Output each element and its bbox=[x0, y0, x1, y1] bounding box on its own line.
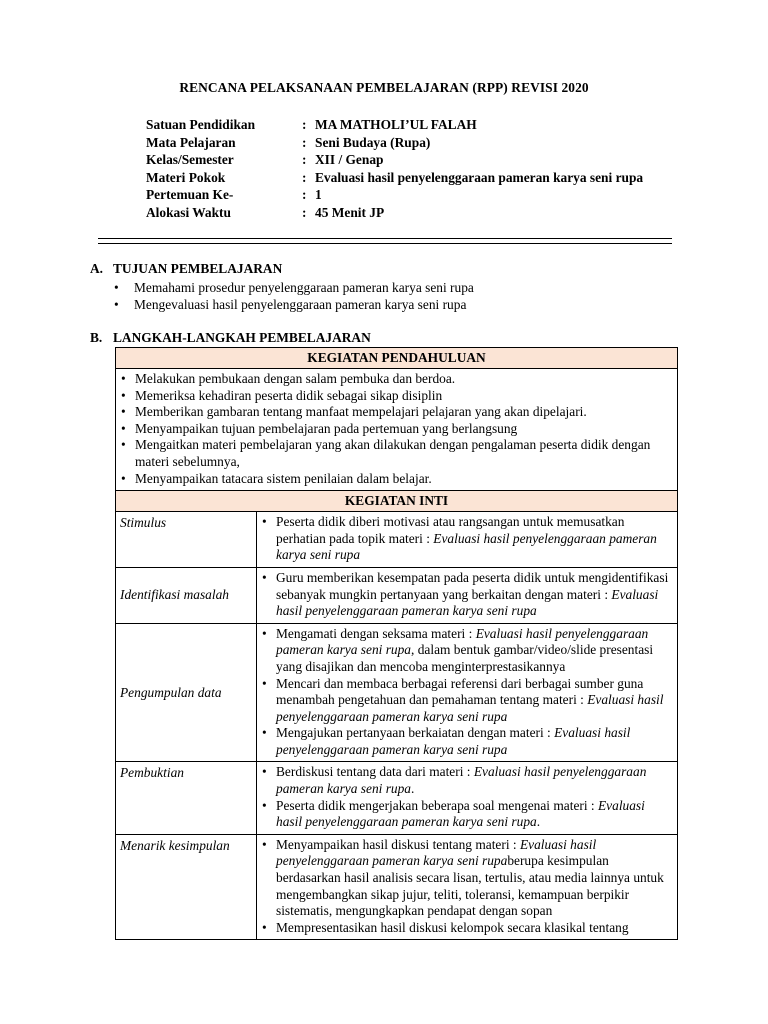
info-row-materi bbox=[146, 169, 666, 187]
list-item: • Melakukan pembukaan dengan salam pembuka dan berdoa. bbox=[120, 371, 673, 388]
list-item bbox=[261, 920, 673, 937]
info-label: Kelas/Semester bbox=[146, 152, 234, 167]
stage-list bbox=[257, 512, 677, 567]
section-number: B. bbox=[90, 330, 103, 345]
item-text: Mempresentasikan hasil diskusi kelompok secara klasikal tentang bbox=[276, 919, 629, 935]
info-row-pertemuan bbox=[146, 186, 666, 204]
table-row bbox=[116, 834, 678, 940]
item-text: . bbox=[411, 781, 415, 797]
list-item bbox=[261, 798, 673, 831]
info-value: XII / Genap bbox=[315, 152, 384, 167]
table-row bbox=[116, 762, 678, 834]
info-colon: : bbox=[302, 134, 307, 150]
item-topic: Evaluasi hasil penyelenggaraan pameran karya seni rupa bbox=[276, 725, 631, 757]
stage-label: Menarik kesimpulan bbox=[116, 834, 257, 940]
info-value: Seni Budaya (Rupa) bbox=[315, 134, 431, 150]
item-text: Peserta didik diberi motivasi atau rangsangan untuk memusatkan perhatian pada topik materi : bbox=[276, 514, 625, 546]
table-row bbox=[116, 623, 678, 762]
item-text: berupa kesimpulan berdasarkan hasil analisis secara lisan, tertulis, atau media lainnya untuk mengembangkan sikap jujur, teliti, toleransi, kemampuan berpikir sistematis, mengungkapkan pendapat dengan sopan bbox=[276, 853, 664, 919]
info-row-kelas bbox=[146, 151, 666, 169]
list-item bbox=[261, 764, 673, 797]
list-item bbox=[261, 514, 673, 564]
info-value: 1 bbox=[315, 187, 322, 202]
stage-label: Pengumpulan data bbox=[116, 623, 257, 762]
info-colon: : bbox=[302, 169, 307, 185]
stage-label: Pembuktian bbox=[116, 762, 257, 834]
list-item bbox=[261, 837, 673, 920]
item-topic: Evaluasi hasil penyelenggaraan pameran karya seni rupa bbox=[276, 764, 647, 797]
stage-list bbox=[257, 835, 677, 940]
document-title: RENCANA PELAKSANAAN PEMBELAJARAN (RPP) REVISI 2020 bbox=[179, 80, 589, 95]
item-topic: Evaluasi hasil penyelenggaraan pameran karya seni rupa bbox=[276, 625, 649, 658]
info-label: Pertemuan Ke- bbox=[146, 187, 234, 202]
list-item bbox=[261, 725, 673, 758]
info-colon: : bbox=[302, 117, 307, 132]
list-item: • Mengevaluasi hasil penyelenggaraan pameran karya seni rupa bbox=[114, 296, 474, 313]
info-label: Materi Pokok bbox=[146, 169, 226, 185]
identity-block bbox=[146, 116, 666, 221]
pendahuluan-cell bbox=[116, 369, 678, 491]
list-item bbox=[261, 570, 673, 620]
info-value: MA MATHOLI’UL FALAH bbox=[315, 117, 477, 132]
stage-label: Stimulus bbox=[116, 512, 257, 568]
table-row bbox=[116, 369, 678, 491]
info-colon: : bbox=[302, 204, 307, 220]
info-colon: : bbox=[302, 187, 307, 202]
section-title: TUJUAN PEMBELAJARAN bbox=[113, 261, 283, 276]
table-row bbox=[116, 567, 678, 623]
double-separator-line bbox=[98, 238, 672, 248]
stage-list bbox=[257, 568, 677, 623]
item-text: . bbox=[536, 814, 541, 830]
stage-content bbox=[257, 623, 678, 762]
item-text: Mencari dan membaca berbagai referensi dari berbagai sumber guna menambah pengetahuan dan pemahaman tentang materi : bbox=[276, 675, 644, 708]
list-item bbox=[261, 626, 673, 676]
table-header-row bbox=[116, 491, 678, 512]
stage-label: Identifikasi masalah bbox=[116, 567, 257, 623]
section-title: LANGKAH-LANGKAH PEMBELAJARAN bbox=[113, 330, 371, 345]
info-row-satuan bbox=[146, 116, 666, 134]
info-label: Mata Pelajaran bbox=[146, 134, 236, 150]
item-text: Guru memberikan kesempatan pada peserta didik untuk mengidentifikasi sebanyak mungkin pertanyaan yang berkaitan dengan materi : bbox=[276, 569, 669, 602]
section-b-heading bbox=[90, 330, 371, 346]
info-value: 45 Menit JP bbox=[315, 204, 385, 220]
info-row-alokasi bbox=[146, 204, 666, 222]
info-value: Evaluasi hasil penyelenggaraan pameran karya seni rupa bbox=[315, 169, 644, 185]
list-item: • Memberikan gambaran tentang manfaat mempelajari pelajaran yang akan dipelajari. bbox=[120, 404, 673, 421]
header-pendahuluan: KEGIATAN PENDAHULUAN bbox=[116, 348, 678, 369]
item-topic: Evaluasi hasil penyelenggaraan pameran karya seni rupa bbox=[276, 692, 664, 724]
list-item: • Mengaitkan materi pembelajaran yang akan dilakukan dengan pengalaman peserta didik dengan materi sebelumnya, bbox=[120, 437, 673, 470]
list-item: • Menyampaikan tatacara sistem penilaian dalam belajar. bbox=[120, 471, 673, 488]
item-text: Peserta didik mengerjakan beberapa soal mengenai materi : bbox=[276, 797, 598, 813]
table-header-row bbox=[116, 348, 678, 369]
stage-content bbox=[257, 512, 678, 568]
objectives-list bbox=[114, 279, 474, 313]
stage-content bbox=[257, 834, 678, 940]
stage-content bbox=[257, 762, 678, 834]
info-label: Alokasi Waktu bbox=[146, 204, 231, 220]
table-row bbox=[116, 512, 678, 568]
item-text: Mengamati dengan seksama materi : bbox=[276, 625, 476, 641]
activities-table bbox=[115, 347, 678, 940]
item-topic: Evaluasi hasil penyelenggaraan pameran karya seni rupa bbox=[276, 530, 657, 563]
info-colon: : bbox=[302, 152, 307, 167]
list-item: • Memahami prosedur penyelenggaraan pameran karya seni rupa bbox=[114, 279, 474, 296]
item-text: , dalam bentuk gambar/video/slide presentasi yang disajikan dan mencoba menginterprestasikannya bbox=[276, 642, 654, 674]
stage-list bbox=[257, 762, 677, 833]
item-text: Berdiskusi tentang data dari materi : bbox=[276, 764, 474, 780]
item-topic: Evaluasi hasil penyelenggaraan pameran karya seni rupa bbox=[276, 797, 645, 830]
stage-content bbox=[257, 567, 678, 623]
pendahuluan-list bbox=[116, 369, 677, 490]
item-text: Menyampaikan hasil diskusi tentang materi : bbox=[276, 836, 520, 852]
info-row-mapel bbox=[146, 134, 666, 152]
item-topic: Evaluasi hasil penyelenggaraan pameran karya seni rupa bbox=[276, 836, 597, 869]
list-item: • Menyampaikan tujuan pembelajaran pada pertemuan yang berlangsung bbox=[120, 421, 673, 438]
list-item bbox=[261, 676, 673, 726]
item-topic: Evaluasi hasil penyelenggaraan pameran karya seni rupa bbox=[276, 586, 659, 619]
list-item: • Memeriksa kehadiran peserta didik sebagai sikap disiplin bbox=[120, 388, 673, 405]
section-a-heading bbox=[90, 261, 282, 277]
info-label: Satuan Pendidikan bbox=[146, 117, 256, 132]
section-number: A. bbox=[90, 261, 104, 276]
item-text: Mengajukan pertanyaan berkaiatan dengan materi : bbox=[276, 725, 555, 741]
stage-list bbox=[257, 624, 677, 762]
header-inti: KEGIATAN INTI bbox=[116, 491, 678, 512]
